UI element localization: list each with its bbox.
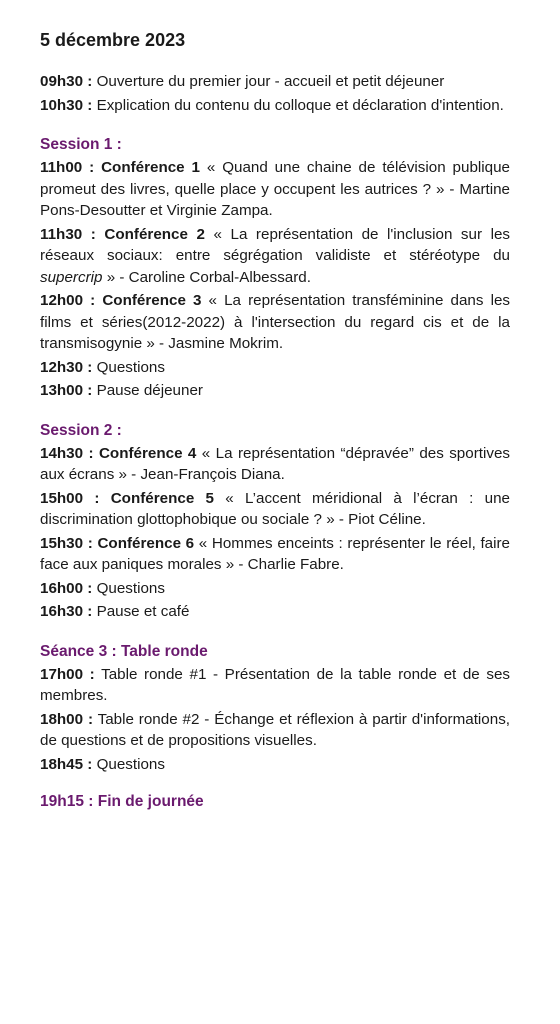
time: 15h00 :	[40, 489, 100, 507]
time: 11h30 :	[40, 225, 96, 243]
time: 17h00 :	[40, 665, 95, 683]
session-1-heading: Session 1 :	[40, 136, 122, 153]
conference-label: Conférence 1	[94, 159, 200, 176]
session3-item-1700	[40, 664, 510, 707]
time: 18h00 :	[40, 710, 94, 728]
session2-item-1500	[40, 488, 510, 531]
session2-item-1530	[40, 533, 510, 576]
time: 13h00 :	[40, 382, 93, 399]
item-text: Explication du contenu du colloque et déclaration d'intention.	[92, 96, 504, 114]
session2-item-1630	[40, 601, 510, 623]
time: 16h00 :	[40, 579, 93, 597]
conference-label: Conférence 6	[92, 534, 195, 552]
intro-item-0930	[40, 71, 510, 93]
session1-item-1200	[40, 290, 510, 355]
session2-item-1430	[40, 443, 510, 486]
item-text: « Hommes enceints : représenter le réel, faire face aux paniques morales » - Charlie Fabre.	[40, 534, 510, 573]
session-2-heading: Session 2 :	[40, 421, 122, 439]
time: 12h30 :	[40, 358, 93, 376]
item-text: « L’accent méridional à l’écran : une discrimination glottophobique ou sociale ? » - Piot Céline.	[40, 489, 510, 528]
time: 10h30 :	[40, 96, 93, 114]
item-text-end: » - Caroline Corbal-Albessard.	[102, 268, 311, 286]
item-text: Questions	[92, 358, 165, 376]
item-text: « La représentation de l'inclusion sur les réseaux sociaux: entre ségrégation validiste et stéréotype du	[40, 225, 510, 264]
item-text: Pause déjeuner	[92, 382, 203, 399]
session-3-heading: Séance 3 : Table ronde	[40, 642, 208, 660]
intro-item-1030	[40, 95, 510, 117]
item-text: Questions	[92, 755, 165, 773]
item-text: « La représentation transféminine dans les films et séries(2012-2022) à l'intersection du regard cis et de la transmisogynie » - Jasmine Mokrim.	[40, 292, 510, 352]
italic-term: supercrip	[40, 268, 103, 286]
session1-item-1300	[40, 380, 510, 402]
conference-label: Conférence 4	[93, 444, 197, 462]
session1-item-1130	[40, 224, 510, 289]
time: 11h00 :	[40, 159, 95, 176]
session1-item-1230	[40, 357, 510, 379]
time: 18h45 :	[40, 755, 93, 773]
session2-item-1600	[40, 578, 510, 600]
item-text: Table ronde #1 - Présentation de la table ronde et de ses membres.	[40, 665, 511, 704]
item-text: « Quand une chaine de télévision publique promeut des livres, quelle place y occupent les autrices ? » - Martine Pons-Desoutter et Virginie Zampa.	[40, 159, 510, 219]
conference-label: Conférence 3	[95, 292, 202, 309]
item-text: Table ronde #2 - Échange et réflexion à partir d'informations, de questions et de propositions visuelles.	[40, 710, 511, 749]
program-date: 5 décembre 2023	[40, 30, 186, 50]
time: 16h30 :	[40, 603, 93, 620]
conference-label: Conférence 2	[95, 225, 205, 243]
item-text: Pause et café	[92, 603, 190, 620]
session1-item-1100	[40, 157, 510, 222]
time: 15h30 :	[40, 534, 93, 552]
time: 12h00 :	[40, 292, 96, 309]
session3-item-1800	[40, 709, 510, 752]
item-text: Ouverture du premier jour - accueil et petit déjeuner	[92, 73, 445, 90]
conference-label: Conférence 5	[99, 489, 214, 507]
time: 09h30 :	[40, 73, 93, 90]
time: 14h30 :	[40, 444, 94, 462]
end-of-day: 19h15 : Fin de journée	[40, 793, 204, 810]
session3-item-1845	[40, 754, 510, 776]
item-text: Questions	[92, 579, 165, 597]
item-text: « La représentation “dépravée” des sportives aux écrans » - Jean-François Diana.	[40, 444, 510, 483]
